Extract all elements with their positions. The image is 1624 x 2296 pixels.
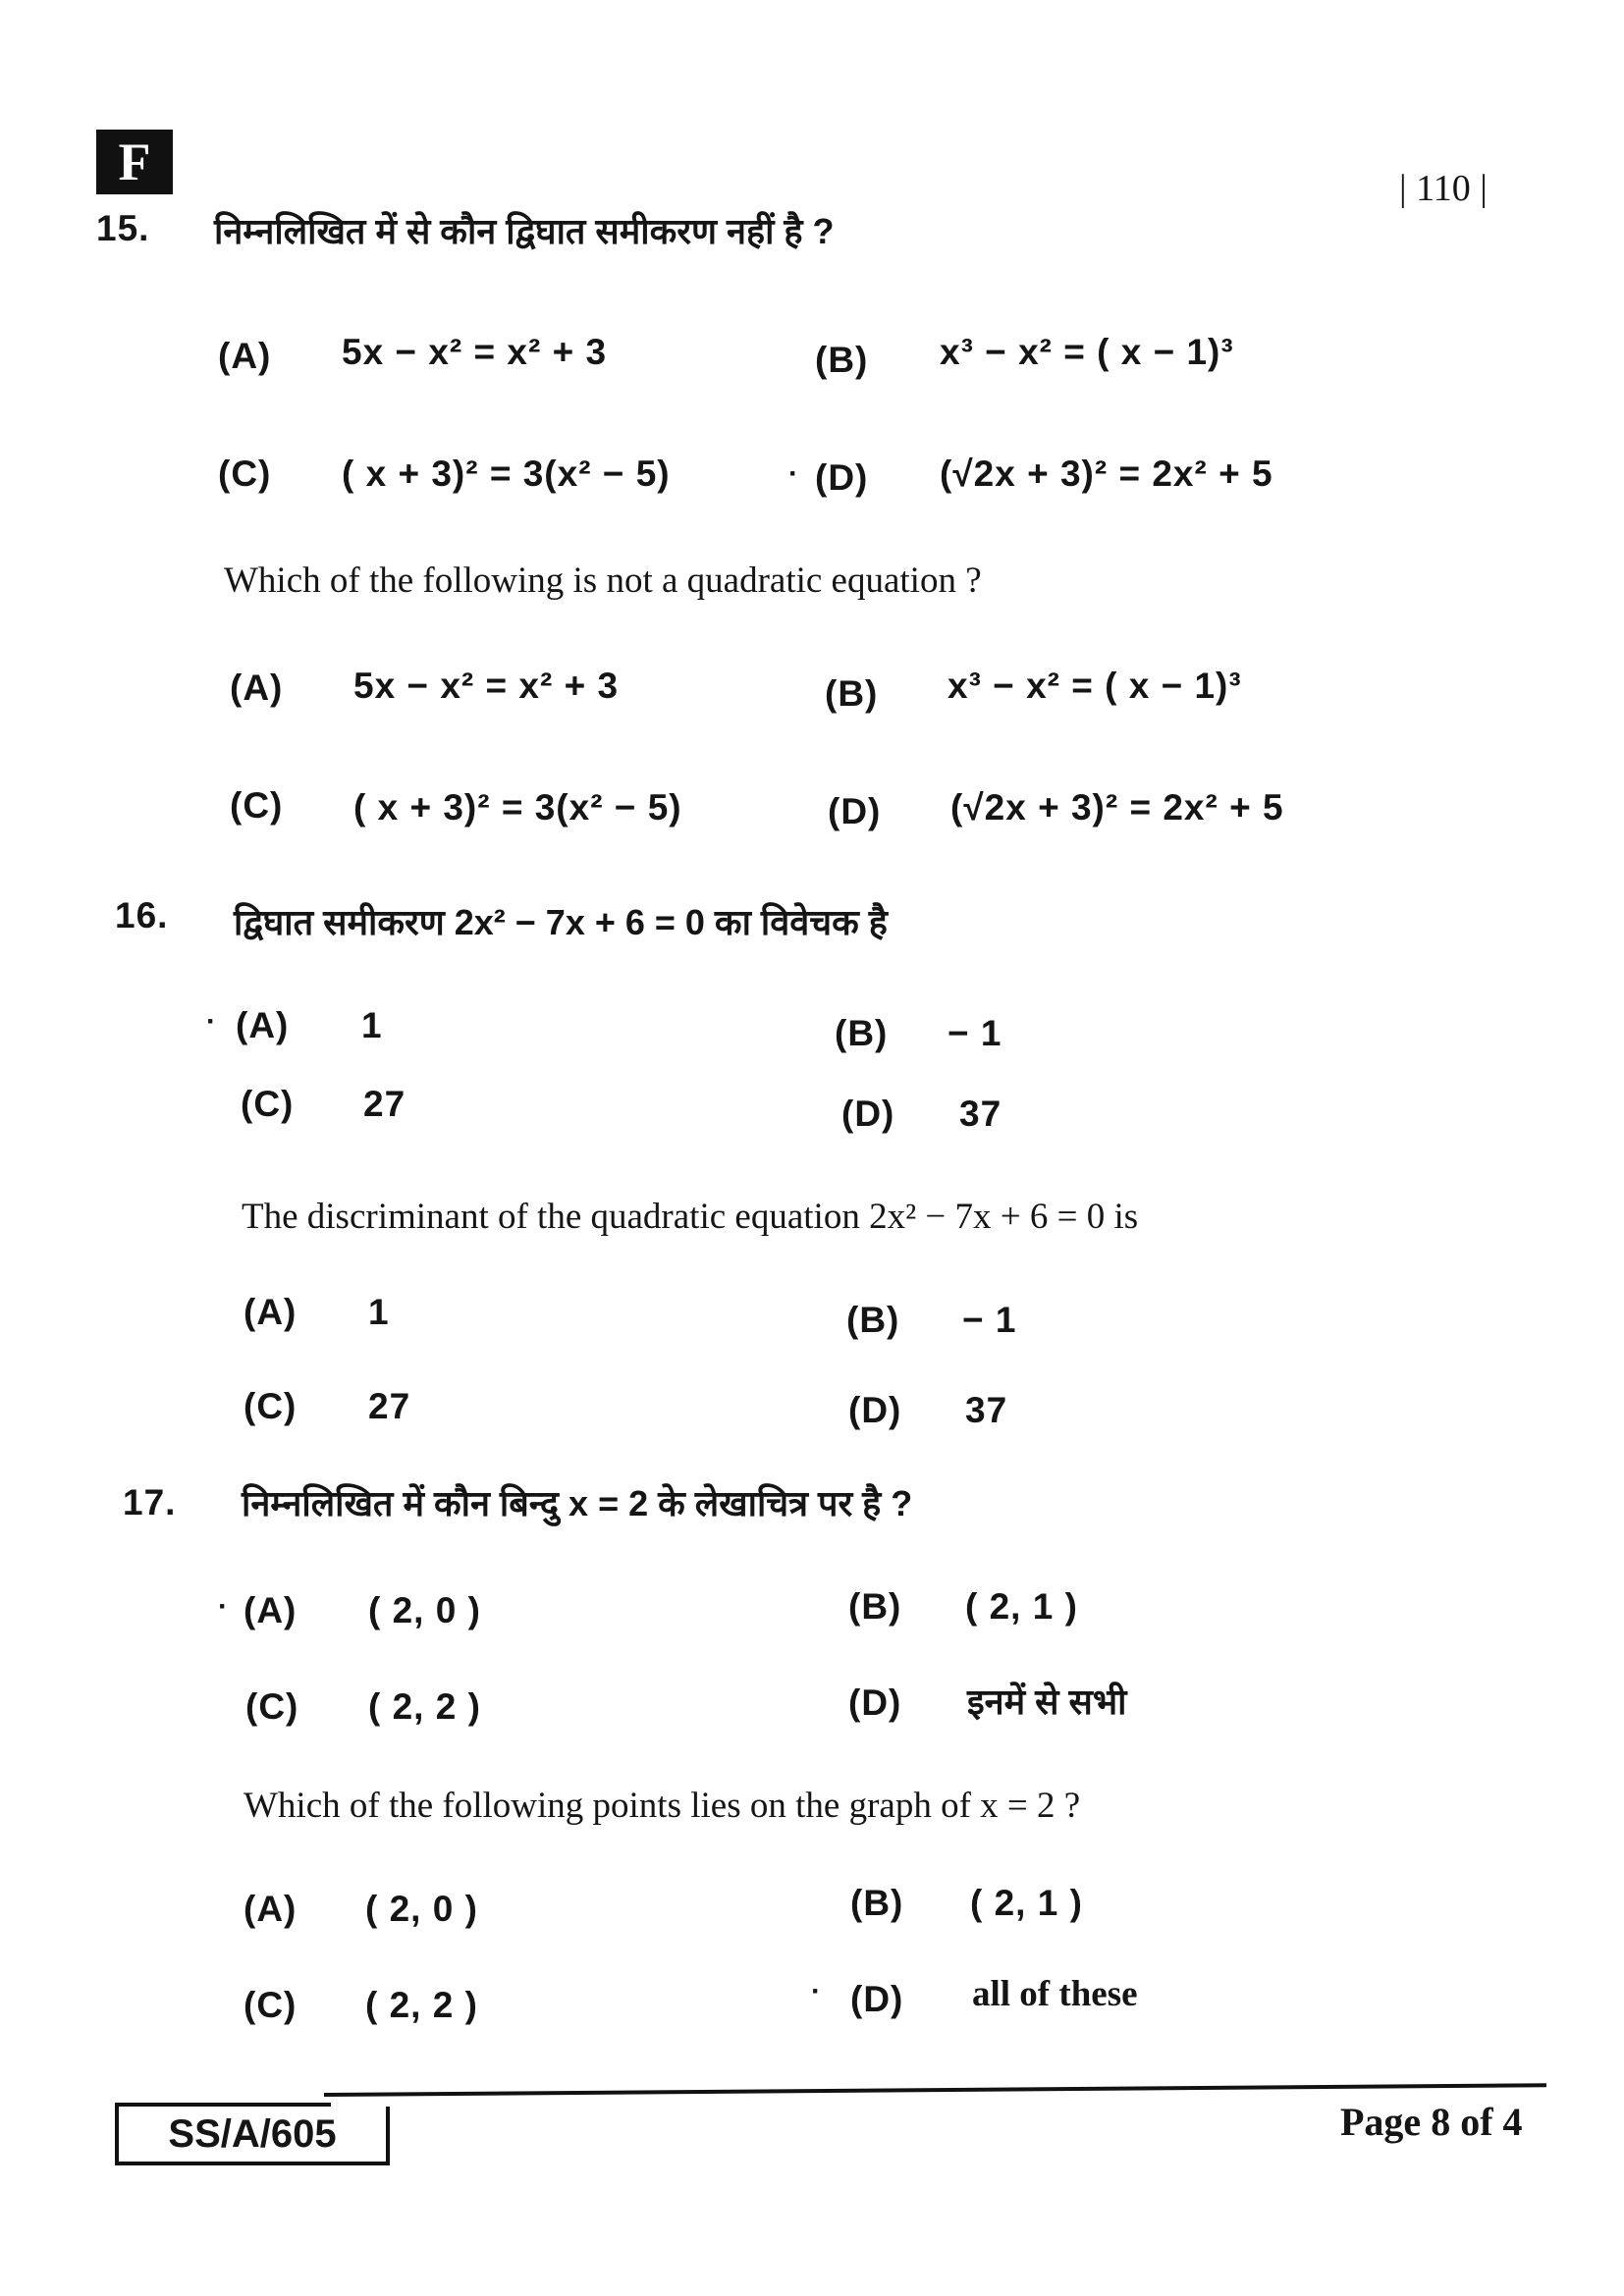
option-label: (B) <box>846 1300 900 1340</box>
tick-mark: · <box>788 457 798 490</box>
option-value: ( 2, 0 ) <box>365 1889 478 1929</box>
question-english: The discriminant of the quadratic equation 2x² − 7x + 6 = 0 is <box>242 1197 1139 1237</box>
option-value: x³ − x² = ( x − 1)³ <box>947 666 1242 706</box>
question-number: 16. <box>115 895 169 935</box>
question-english: Which of the following is not a quadratic equation ? <box>224 561 982 601</box>
tick-mark: · <box>218 1590 228 1623</box>
question-hindi: निम्नलिखित में कौन बिन्दु x = 2 के लेखाचित्र पर है ? <box>242 1483 913 1523</box>
question-number: 17. <box>123 1482 177 1522</box>
option-value: ( x + 3)² = 3(x² − 5) <box>342 454 671 494</box>
option-value: − 1 <box>947 1013 1002 1053</box>
tick-mark: · <box>811 1975 821 2007</box>
footer-divider <box>324 2083 1546 2097</box>
question-number: 15. <box>96 208 150 248</box>
option-value: ( 2, 1 ) <box>965 1586 1078 1627</box>
option-label: (A) <box>236 1005 290 1045</box>
question-hindi: द्विघात समीकरण 2x² − 7x + 6 = 0 का विवेचक है <box>234 902 888 942</box>
option-value: all of these <box>972 1974 1138 2014</box>
option-value: इनमें से सभी <box>967 1682 1127 1722</box>
page-number: Page 8 of 4 <box>1340 2100 1523 2144</box>
option-label: (C) <box>244 1985 298 2025</box>
option-value: 1 <box>368 1292 390 1332</box>
option-label: (D) <box>828 791 882 831</box>
option-value: (√2x + 3)² = 2x² + 5 <box>940 454 1273 494</box>
option-value: 5x − x² = x² + 3 <box>342 332 608 372</box>
tick-mark: · <box>206 1005 216 1038</box>
option-label: (C) <box>230 785 284 826</box>
option-label: (B) <box>848 1586 902 1627</box>
option-label: (C) <box>218 454 272 494</box>
option-value: ( 2, 2 ) <box>365 1985 478 2025</box>
option-label: (B) <box>850 1883 904 1923</box>
option-value: ( 2, 1 ) <box>970 1883 1083 1923</box>
option-label: (B) <box>835 1013 889 1053</box>
question-english: Which of the following points lies on the graph of x = 2 ? <box>244 1786 1081 1826</box>
option-value: 27 <box>363 1084 406 1124</box>
option-label: (A) <box>218 336 272 376</box>
option-value: 5x − x² = x² + 3 <box>353 666 620 706</box>
option-value: 37 <box>965 1390 1008 1430</box>
option-value: 37 <box>959 1094 1002 1134</box>
option-label: (D) <box>841 1094 895 1134</box>
paper-number: | 110 | <box>1399 168 1488 209</box>
option-value: 1 <box>361 1005 383 1045</box>
option-value: ( 2, 2 ) <box>368 1686 481 1727</box>
option-label: (A) <box>244 1590 298 1630</box>
option-label: (A) <box>244 1292 298 1332</box>
option-value: (√2x + 3)² = 2x² + 5 <box>950 787 1284 828</box>
option-label: (A) <box>230 667 284 708</box>
option-value: 27 <box>368 1386 411 1426</box>
option-label: (D) <box>815 457 869 498</box>
set-badge: F <box>96 130 173 194</box>
option-label: (C) <box>244 1386 298 1426</box>
question-hindi: निम्नलिखित में से कौन द्विघात समीकरण नहीं है ? <box>214 211 835 251</box>
option-label: (B) <box>815 340 869 380</box>
option-label: (D) <box>848 1682 902 1723</box>
option-value: x³ − x² = ( x − 1)³ <box>940 332 1234 372</box>
option-value: ( 2, 0 ) <box>368 1590 481 1630</box>
option-value: − 1 <box>962 1300 1017 1340</box>
option-value: ( x + 3)² = 3(x² − 5) <box>353 787 682 828</box>
option-label: (B) <box>825 673 879 714</box>
option-label: (D) <box>848 1390 902 1430</box>
option-label: (C) <box>241 1084 295 1124</box>
option-label: (C) <box>245 1686 299 1727</box>
option-label: (D) <box>850 1979 904 2019</box>
option-label: (A) <box>244 1889 298 1929</box>
paper-code: SS/A/605 <box>115 2107 390 2165</box>
